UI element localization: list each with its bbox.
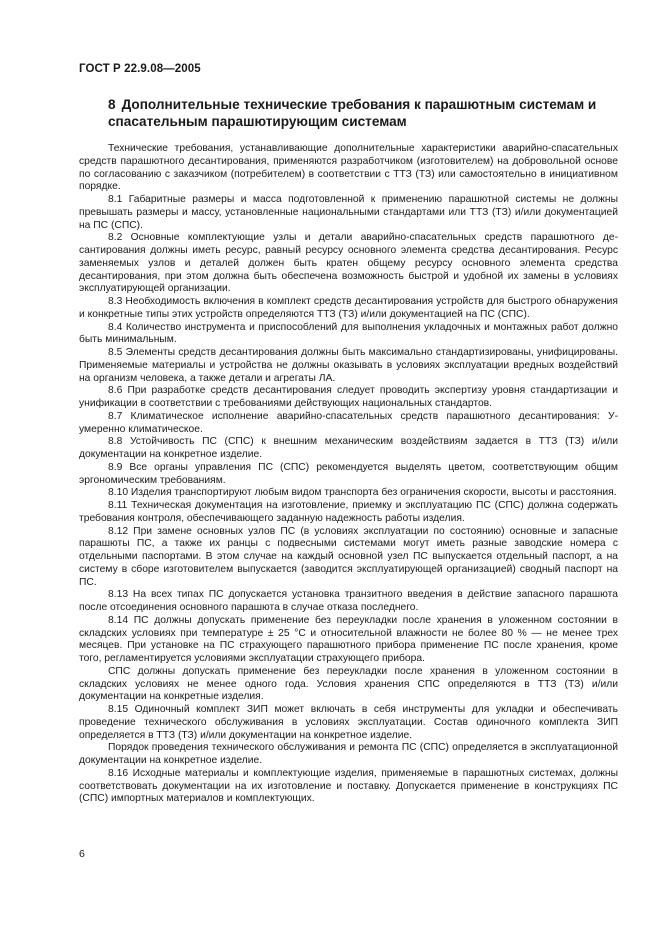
document-header: ГОСТ Р 22.9.08—2005: [79, 63, 201, 75]
paragraph: Порядок проведения технического обслуживания и ремонта ПС (СПС) определяется в эксплуатационной документации на конкретное изделие.: [79, 742, 618, 766]
paragraph: 8.11 Техническая документация на изготовление, приемку и эксплуатацию ПС (СПС) должна содержать требования контроля, обеспечивающего заданную надежность работы изделия.: [79, 500, 618, 524]
paragraph: Технические требования, устанавливающие дополнительные характеристики аварийно-спасательных средств парашютного десантирования, применяются разработчиком (изготовителем) на добровольной основе по согласованию с заказчиком (потребителем) в соответствии с ТТЗ (ТЗ) или самостоятельно в инициативном порядке.: [79, 143, 618, 193]
paragraph: 8.14 ПС должны допускать применение без переукладки после хранения в уложенном состоянии в складских условиях при температуре ± 25 °C и относительной влажности не более 80 % — не менее трех месяцев. При установке на ПС страхующего парашютного прибора применение ПС после хранения, кроме того, регламентируется условиями эксплуатации страхующего прибора.: [79, 614, 618, 664]
paragraph: 8.4 Количество инструмента и приспособлений для выполнения укладочных и монтажных работ должно быть минимальным.: [79, 321, 618, 346]
paragraph: 8.13 На всех типах ПС допускается установка транзитного введения в действие запасного парашюта после отсоединения основного парашюта в случае отказа последнего.: [79, 589, 618, 613]
section-body: [79, 143, 618, 806]
paragraph: 8.5 Элементы средств десантирования должны быть максимально стандартизированы, унифицированы. Применяемые материалы и устройства не должны оказывать в условиях эксплуатации вредных воздействий на организм человека, а также детали и агрегаты ЛА.: [79, 347, 618, 384]
section-number: 8: [108, 97, 116, 112]
paragraph: 8.15 Одиночный комплект ЗИП может включать в себя инструменты для укладки и обеспечивать проведение технического обслуживания в условиях эксплуатации. Состав одиночного комплекта ЗИП определяется в ТТЗ (ТЗ) и/или документации на конкретное изделие.: [79, 704, 618, 741]
paragraph: 8.7 Климатическое исполнение аварийно-спасательных средств парашютного десантирования: У-умеренно климатическое.: [79, 410, 618, 435]
paragraph: СПС должны допускать применение без переукладки после хранения в уложенном состоянии в складских условиях не менее одного года. Условия хранения СПС определяются в ТТЗ (ТЗ) и/или документации на конкретные изделия.: [79, 665, 618, 703]
section-title: [108, 96, 608, 130]
paragraph: 8.9 Все органы управления ПС (СПС) рекомендуется выделять цветом, соответствующим общим эргономическим требованиям.: [79, 461, 618, 486]
paragraph: 8.16 Исходные материалы и комплектующие изделия, применяемые в парашютных системах, должны соответствовать документации на их изготовление и поставку. Допускается применение в конструкциях ПС (СПС) импортных материалов и комплектующих.: [79, 767, 618, 805]
section-title-text: Дополнительные технические требования к парашютным системам и спасательным парашютирующим системам: [108, 97, 597, 129]
page-number: 6: [79, 848, 85, 860]
paragraph: 8.1 Габаритные размеры и масса подготовленной к применению парашютной системы не должны превышать размеры и массу, установленные национальными стандартами или ТТЗ (ТЗ) и/или документацией на ПС (СПС).: [79, 194, 618, 231]
paragraph: 8.8 Устойчивость ПС (СПС) к внешним механическим воздействиям задается в ТТЗ (ТЗ) и/или документации на конкретное изделие.: [79, 436, 618, 460]
paragraph: 8.3 Необходимость включения в комплект средств десантирования устройств для быстрого обнаружения и конкретные типы этих устройств определяются ТТЗ (ТЗ) и/или документацией на ПС (СПС).: [79, 296, 618, 320]
paragraph: 8.2 Основные комплектующие узлы и детали аварийно-спасательных средств парашютного десантирования должны иметь ресурс, равный ресурсу основного элемента средства десантирования. Ресурс заменяемых узлов и деталей должен быть кратен общему ресурсу основного элемента средства десантирования, при этом должна быть обеспечена возможность быстрой и удобной их замены в условиях эксплуатирующей организации.: [79, 232, 618, 295]
paragraph: 8.10 Изделия транспортируют любым видом транспорта без ограничения скорости, высоты и расстояния.: [108, 487, 617, 499]
paragraph: 8.6 При разработке средств десантирования следует проводить экспертизу уровня стандартизации и унификации в соответствии с требованиями действующих национальных стандартов.: [79, 385, 618, 409]
paragraph: 8.12 При замене основных узлов ПС (в условиях эксплуатации по состоянию) основные и запасные парашюты ПС, а также их ранцы с подвесными системами могут иметь разные заводские номера с отдельными паспортами. В этом случае на каждый основной узел ПС выпускается отдельный паспорт, а на систему в сборе изготовителем выпускается (заводится эксплуатирующей организацией) сводный паспорт на ПС.: [79, 525, 618, 588]
